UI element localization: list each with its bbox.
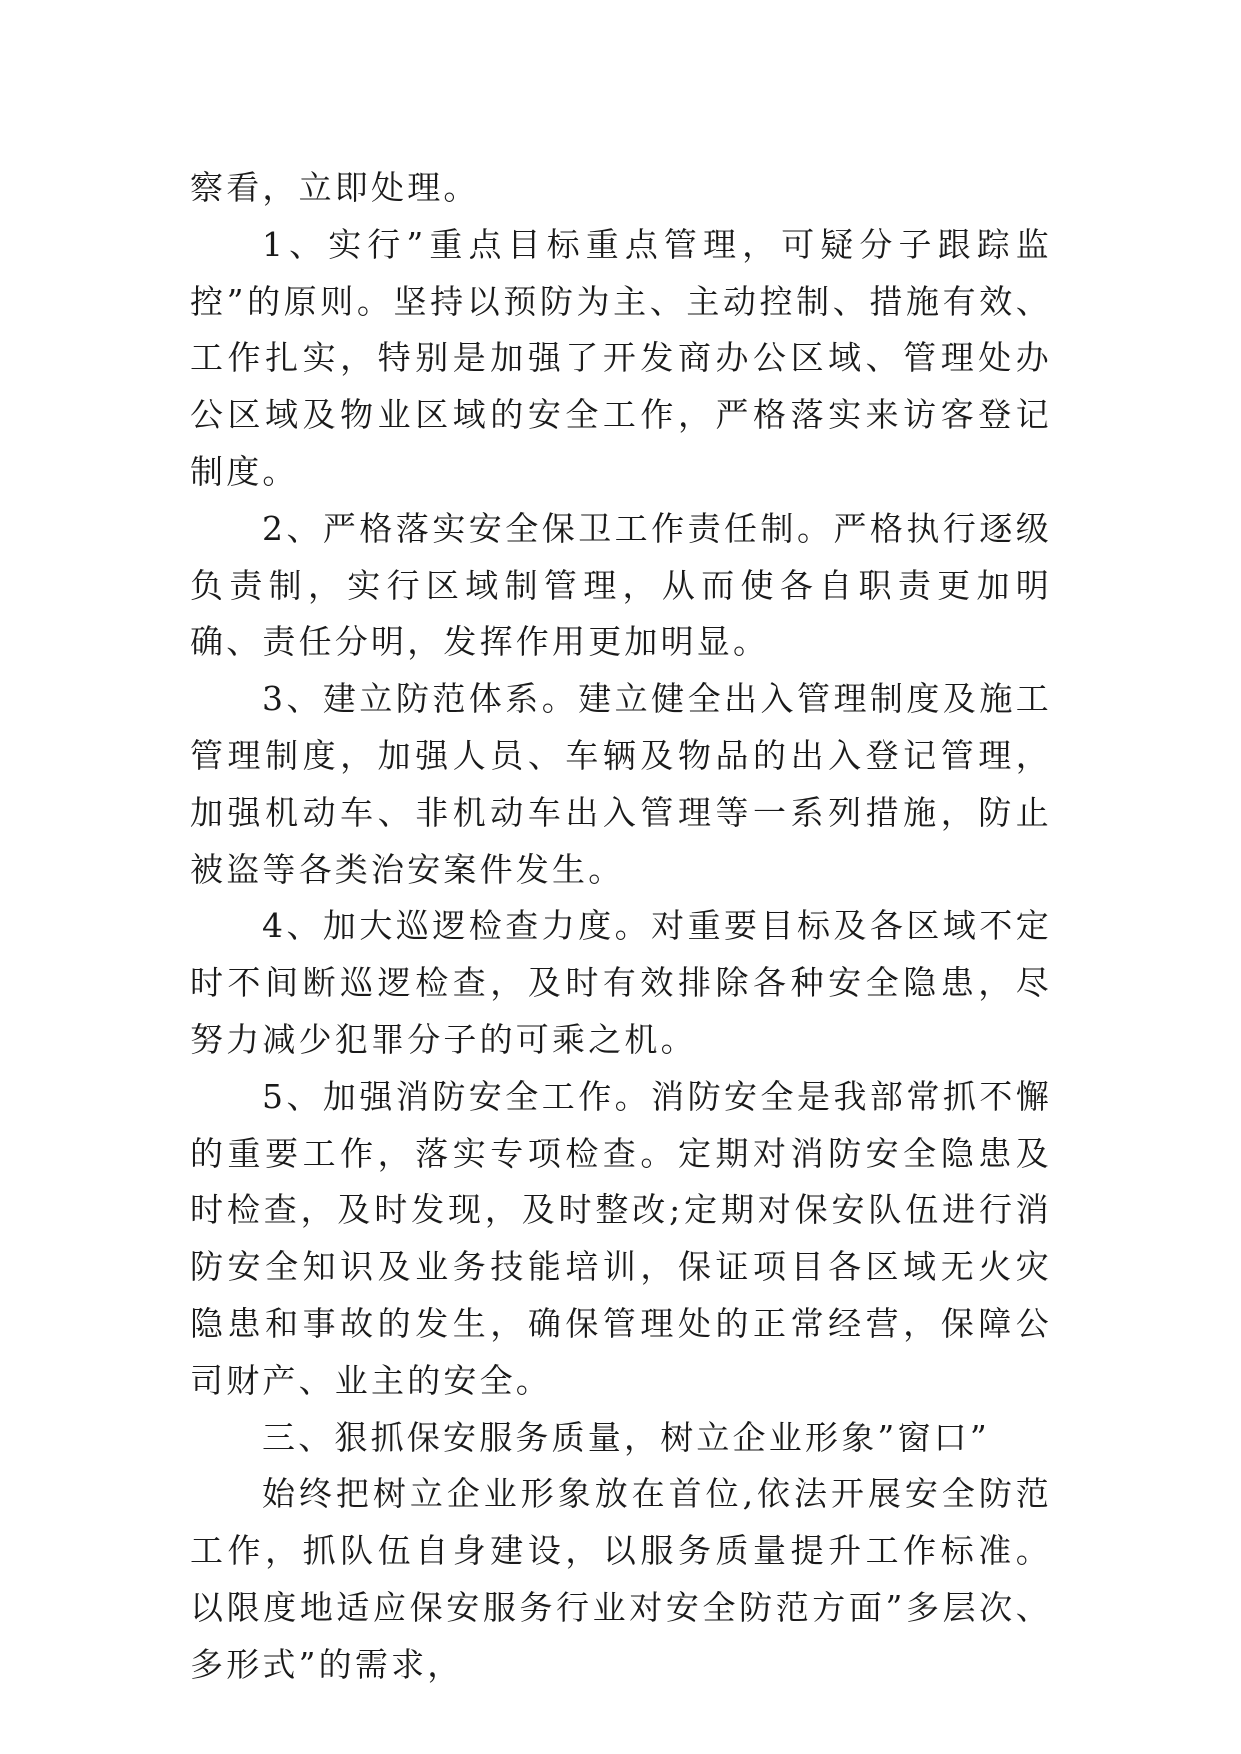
section-heading-3: 三、狠抓保安服务质量，树立企业形象”窗口” — [262, 1417, 990, 1457]
paragraph-section-3-body: 始终把树立企业形象放在首位,依法开展安全防范工作，抓队伍自身建设，以服务质量提升工作标准。以限度地适应保安服务行业对安全防范方面”多层次、多形式”的需求， — [190, 1474, 1052, 1684]
paragraph-continuation: 察看，立即处理。 — [190, 168, 480, 207]
paragraph-item-3: 3、建立防范体系。建立健全出入管理制度及施工管理制度，加强人员、车辆及物品的出入登记管理，加强机动车、非机动车出入管理等一系列措施，防止被盗等各类治安案件发生。 — [190, 679, 1052, 889]
paragraph-item-1: 1、实行”重点目标重点管理，可疑分子跟踪监控”的原则。坚持以预防为主、主动控制、措施有效、工作扎实，特别是加强了开发商办公区域、管理处办公区域及物业区域的安全工作，严格落实来访客登记制度。 — [190, 224, 1052, 491]
paragraph-item-2: 2、严格落实安全保卫工作责任制。严格执行逐级负责制，实行区域制管理，从而使各自职责更加明确、责任分明，发挥作用更加明显。 — [190, 508, 1052, 662]
paragraph-item-5: 5、加强消防安全工作。消防安全是我部常抓不懈的重要工作，落实专项检查。定期对消防安全隐患及时检查，及时发现，及时整改;定期对保安队伍进行消防安全知识及业务技能培训，保证项目各区域无火灾隐患和事故的发生，确保管理处的正常经营，保障公司财产、业主的安全。 — [190, 1076, 1052, 1400]
paragraph-item-4: 4、加大巡逻检查力度。对重要目标及各区域不定时不间断巡逻检查，及时有效排除各种安全隐患，尽努力减少犯罪分子的可乘之机。 — [190, 906, 1052, 1059]
document-body — [190, 160, 1052, 1694]
